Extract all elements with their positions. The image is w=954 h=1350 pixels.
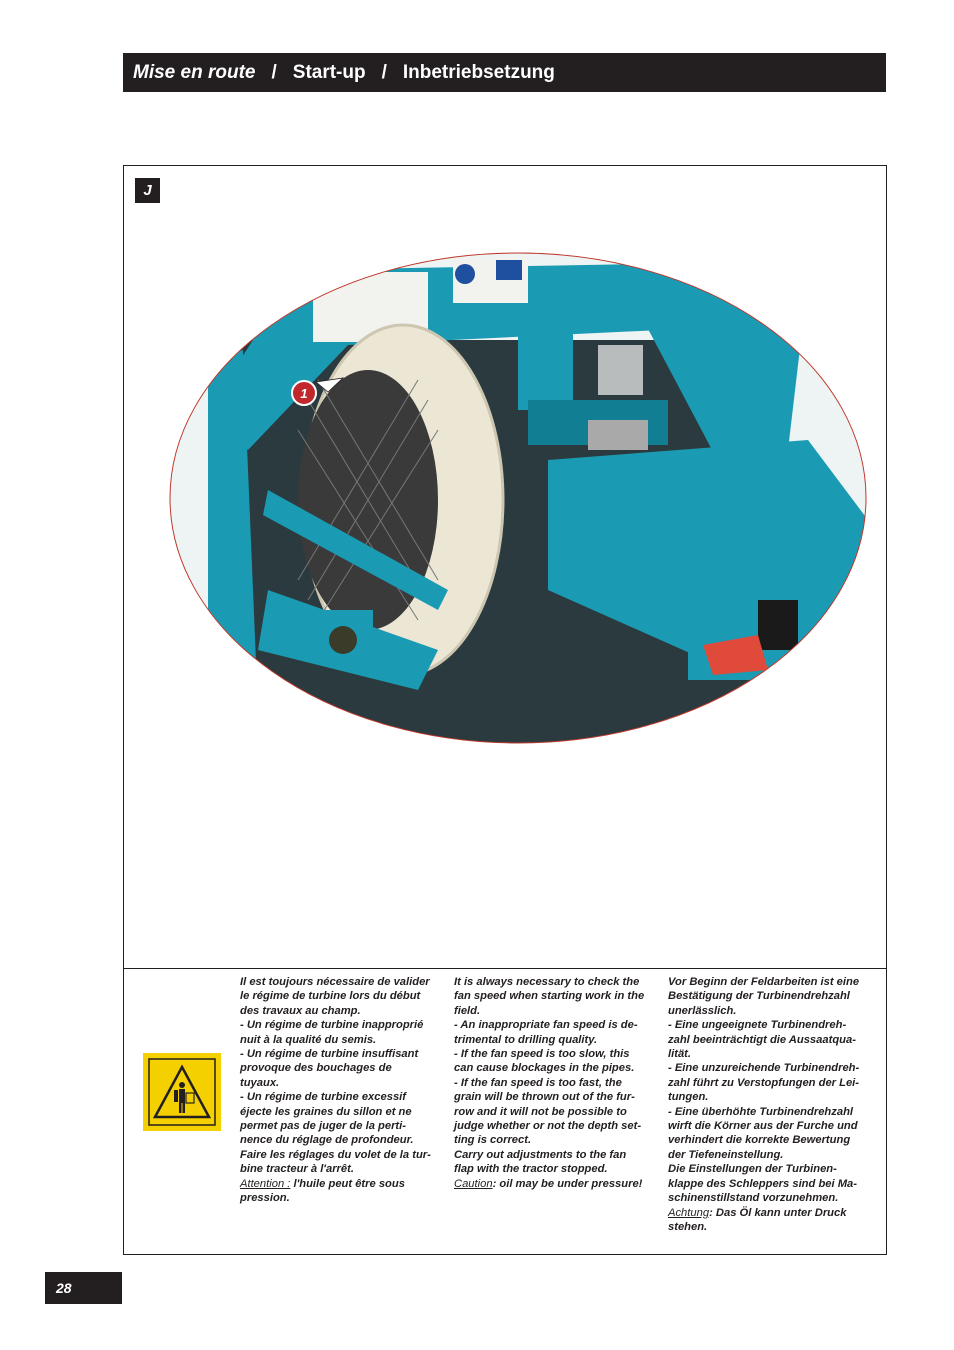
text-line: grain will be thrown out of the fur- xyxy=(454,1091,635,1104)
caution-label: Attention : xyxy=(240,1177,291,1190)
text-line: le régime de turbine lors du début xyxy=(240,990,421,1003)
text-line: der Tiefeneinstellung. xyxy=(668,1148,784,1161)
safety-sticker-icon xyxy=(455,264,475,284)
text-line: provoque des bouchages de xyxy=(240,1062,392,1075)
text-line: wirft die Körner aus der Furche und xyxy=(668,1120,858,1133)
page-number: 28 xyxy=(45,1272,122,1304)
text-line: judge whether or not the depth set- xyxy=(454,1120,642,1133)
caution-line-2: stehen. xyxy=(668,1220,708,1233)
text-line: ting is correct. xyxy=(454,1134,532,1147)
text-line: zahl beeinträchtigt die Aussaatqua- xyxy=(668,1033,856,1046)
caution-text: l'huile peut être sous xyxy=(290,1177,405,1190)
text-line: tuyaux. xyxy=(240,1076,280,1089)
title-separator: / xyxy=(271,61,277,83)
text-line: Il est toujours nécessaire de valider xyxy=(240,976,430,988)
instructions-de xyxy=(668,975,868,1234)
text-line: Die Einstellungen der Turbinen- xyxy=(668,1163,837,1176)
text-line: - Eine überhöhte Turbinendrehzahl xyxy=(668,1105,854,1118)
caution-line-2: pression. xyxy=(240,1192,290,1205)
text-line: - Un régime de turbine insuffisant xyxy=(240,1048,419,1061)
text-line: nuit à la qualité du semis. xyxy=(240,1033,377,1046)
text-line: Bestätigung der Turbinendrehzahl xyxy=(668,990,850,1003)
text-line: It is always necessary to check the xyxy=(454,976,640,988)
caution-label: Achtung xyxy=(668,1206,710,1219)
text-line: bine tracteur à l'arrêt. xyxy=(240,1163,354,1176)
text-line: klappe des Schleppers sind bei Ma- xyxy=(668,1177,858,1190)
text-line: field. xyxy=(454,1004,481,1017)
caution-text: : Das Öl kann unter Druck xyxy=(709,1206,847,1219)
section-divider xyxy=(123,968,887,969)
text-line: Carry out adjustments to the fan xyxy=(454,1148,627,1161)
text-line: - Un régime de turbine inapproprié xyxy=(240,1019,424,1032)
instructions-en xyxy=(454,975,654,1191)
text-line: - Eine unzureichende Turbinendreh- xyxy=(668,1062,860,1075)
caution-line xyxy=(240,1177,440,1191)
text-line: - If the fan speed is too fast, the xyxy=(454,1076,622,1089)
text-line: trimental to drilling quality. xyxy=(454,1033,598,1046)
text-line: lität. xyxy=(668,1048,691,1061)
text-line: éjecte les graines du sillon et ne xyxy=(240,1105,412,1118)
text-line: fan speed when starting work in the xyxy=(454,990,645,1003)
operator-manual-warning-icon xyxy=(143,1053,221,1131)
caution-text: : oil may be under pressure! xyxy=(492,1177,643,1190)
text-line: schinenstillstand vorzunehmen. xyxy=(668,1192,839,1205)
text-line: Vor Beginn der Feldarbeiten ist eine xyxy=(668,976,860,988)
text-line: flap with the tractor stopped. xyxy=(454,1163,608,1176)
title-fr: Mise en route xyxy=(133,61,256,83)
text-line: zahl führt zu Verstopfungen der Lei- xyxy=(668,1076,860,1089)
machine-photo xyxy=(168,250,868,750)
instructions-fr xyxy=(240,975,440,1206)
text-line: des travaux au champ. xyxy=(240,1004,361,1017)
text-line: unerlässlich. xyxy=(668,1004,737,1017)
text-line: row and it will not be possible to xyxy=(454,1105,627,1118)
text-line: Faire les réglages du volet de la tur- xyxy=(240,1148,431,1161)
text-line: - An inappropriate fan speed is de- xyxy=(454,1019,638,1032)
figure-label: J xyxy=(135,178,160,203)
section-header xyxy=(123,53,886,92)
text-line: tungen. xyxy=(668,1091,709,1104)
text-line: permet pas de juger de la perti- xyxy=(240,1120,406,1133)
title-en: Start-up xyxy=(292,61,366,83)
callout-number: 1 xyxy=(300,386,308,401)
text-line: - Eine ungeeignete Turbinendreh- xyxy=(668,1019,847,1032)
text-line: verhindert die korrekte Bewertung xyxy=(668,1134,851,1147)
title-de: Inbetriebsetzung xyxy=(402,61,555,83)
text-line: nence du réglage de profondeur. xyxy=(240,1134,414,1147)
title-separator: / xyxy=(381,61,387,83)
caution-line xyxy=(668,1206,868,1220)
text-line: can cause blockages in the pipes. xyxy=(454,1062,635,1075)
caution-label: Caution xyxy=(454,1177,493,1190)
text-line: - If the fan speed is too slow, this xyxy=(454,1048,630,1061)
text-line: - Un régime de turbine excessif xyxy=(240,1091,406,1104)
caution-line xyxy=(454,1177,654,1191)
